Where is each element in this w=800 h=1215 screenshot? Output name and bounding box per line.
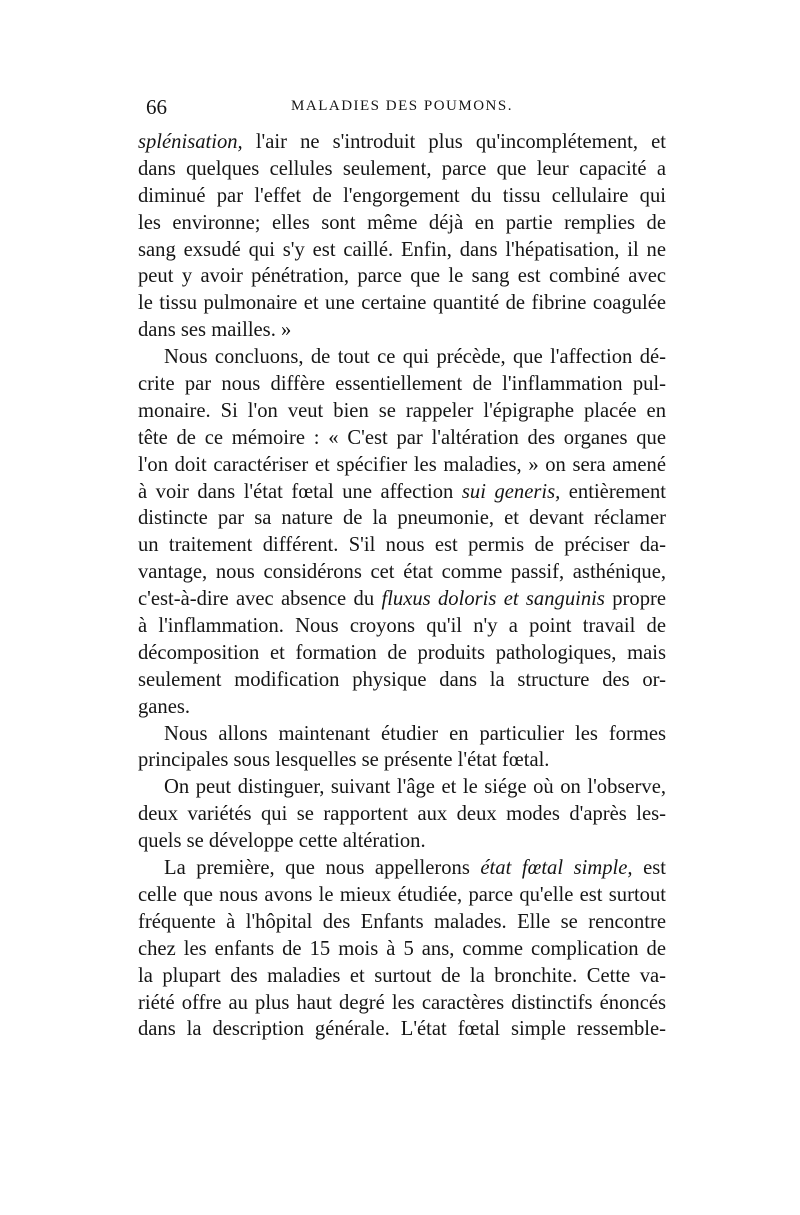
text-line: vantage, nous considérons cet état comme passif, asthénique, (138, 561, 666, 584)
text-line: riété offre au plus haut degré les caractères distinctifs énoncés (138, 991, 666, 1014)
text-line: fréquente à l'hôpital des Enfants malades. Elle se rencontre (138, 910, 666, 933)
text-line: principales sous lesquelles se présente l'état fœtal. (138, 749, 550, 772)
italic-term: sui generis, (461, 480, 561, 503)
book-page (138, 95, 666, 1043)
paragraph-start: Nous concluons, de tout ce qui précède, que l'affection dé- (164, 346, 666, 369)
text-line: monaire. Si l'on veut bien se rappeler l'épigraphe placée en (138, 399, 666, 422)
text-line: à l'inflammation. Nous croyons qu'il n'y a point travail de (138, 615, 666, 638)
text-line: splénisation, l'air ne s'introduit plus qu'incomplétement, et (138, 131, 666, 153)
body-text (138, 129, 666, 1043)
text-line: dans quelques cellules seulement, parce que leur capacité a (138, 157, 666, 180)
text-line: décomposition et formation de produits pathologiques, mais (138, 641, 666, 664)
paragraph-start: On peut distinguer, suivant l'âge et le siége où on l'observe, (164, 776, 666, 799)
italic-term: fluxus doloris et sanguinis (381, 588, 605, 611)
text-line: celle que nous avons le mieux étudiée, parce qu'elle est surtout (138, 883, 666, 906)
text-line: diminué par l'effet de l'engorgement du tissu cellulaire qui (138, 184, 666, 207)
text-line: crite par nous diffère essentiellement de l'inflammation pul- (138, 373, 666, 396)
text-line: deux variétés qui se rapportent aux deux modes d'après les- (138, 803, 666, 826)
italic-term: splénisation, (138, 131, 243, 153)
text-line: peut y avoir pénétration, parce que le sang est combiné avec (138, 265, 666, 288)
text-line: dans ses mailles. » (138, 319, 292, 342)
paragraph-start: La première, que nous appellerons état fœtal simple, est (164, 857, 666, 880)
italic-term: état fœtal simple, (480, 857, 633, 880)
text-line: tête de ce mémoire : « C'est par l'altération des organes que (138, 426, 666, 449)
text-line: un traitement différent. S'il nous est permis de préciser da- (138, 534, 666, 557)
text-line: quels se développe cette altération. (138, 830, 426, 853)
text-line: la plupart des maladies et surtout de la bronchite. Cette va- (138, 964, 666, 987)
text-line: distincte par sa nature de la pneumonie, et devant réclamer (138, 507, 666, 530)
paragraph-start: Nous allons maintenant étudier en particulier les formes (164, 722, 666, 745)
text-line: chez les enfants de 15 mois à 5 ans, comme complication de (138, 937, 666, 960)
running-head (138, 95, 666, 129)
text-line: sang exsudé qui s'y est caillé. Enfin, dans l'hépatisation, il ne (138, 238, 666, 261)
text-line: dans la description générale. L'état fœtal simple ressemble- (138, 1018, 666, 1041)
text-line: les environne; elles sont même déjà en partie remplies de (138, 211, 666, 234)
text-line: l'on doit caractériser et spécifier les maladies, » on sera amené (138, 453, 666, 476)
text-line: le tissu pulmonaire et une certaine quantité de fibrine coagulée (138, 292, 666, 315)
page-number: 66 (146, 95, 167, 119)
running-title: MALADIES DES POUMONS. (291, 98, 513, 114)
text-line: seulement modification physique dans la structure des or- (138, 668, 666, 691)
text-line: c'est-à-dire avec absence du fluxus doloris et sanguinis propre (138, 588, 666, 611)
text-line: ganes. (138, 695, 191, 718)
text-line: à voir dans l'état fœtal une affection sui generis, entièrement (138, 480, 666, 503)
